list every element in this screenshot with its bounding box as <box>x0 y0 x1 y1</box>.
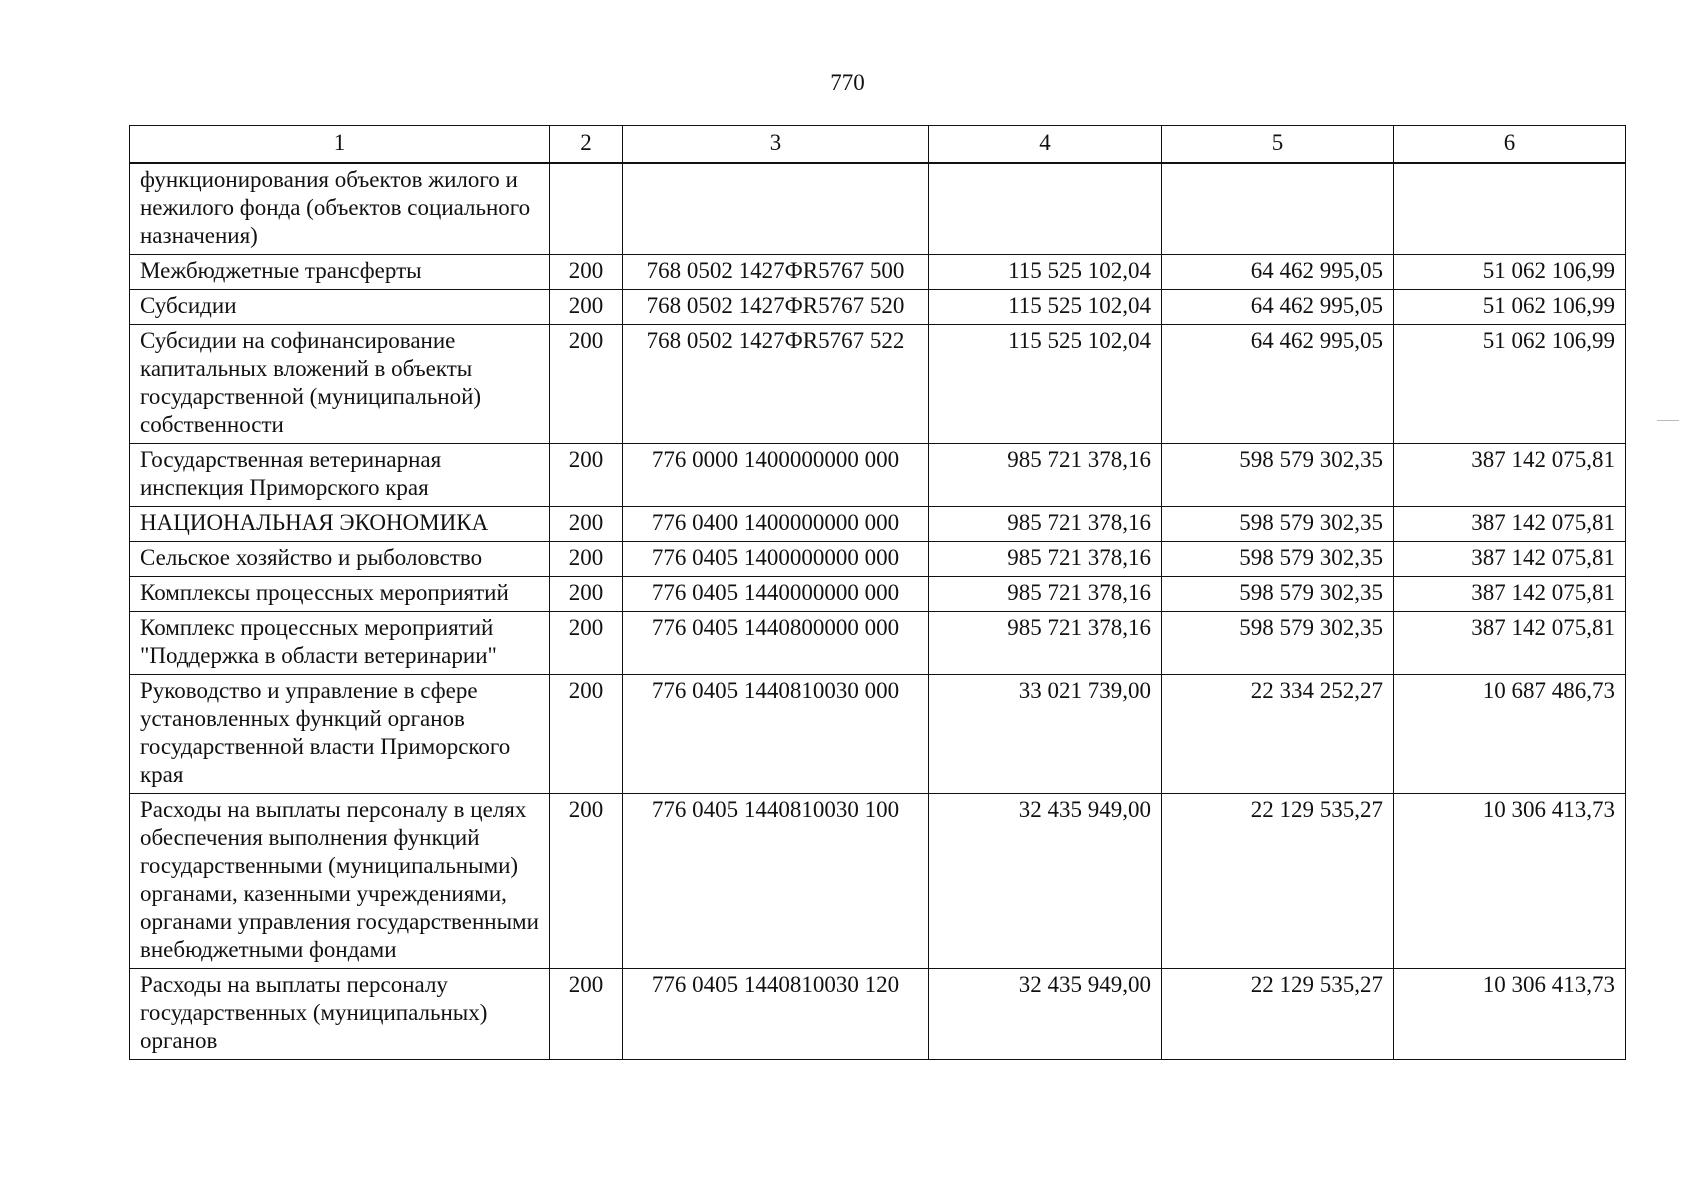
row-code: 200 <box>550 542 623 577</box>
row-value-5: 598 579 302,35 <box>1162 444 1394 507</box>
header-row <box>130 126 1626 164</box>
table-row <box>130 969 1626 1060</box>
row-name: НАЦИОНАЛЬНАЯ ЭКОНОМИКА <box>130 507 550 542</box>
column-header-2: 2 <box>550 126 623 164</box>
row-code: 200 <box>550 507 623 542</box>
table-row <box>130 675 1626 794</box>
table-row <box>130 612 1626 675</box>
column-header-6: 6 <box>1394 126 1626 164</box>
table-row <box>130 542 1626 577</box>
table-row <box>130 163 1626 255</box>
row-value-5: 22 334 252,27 <box>1162 675 1394 794</box>
row-value-5: 598 579 302,35 <box>1162 612 1394 675</box>
row-value-6: 387 142 075,81 <box>1394 507 1626 542</box>
row-value-6: 10 687 486,73 <box>1394 675 1626 794</box>
table-row <box>130 577 1626 612</box>
column-header-4: 4 <box>929 126 1162 164</box>
row-kbk: 768 0502 1427ФR5767 522 <box>623 325 929 444</box>
row-name: функционирования объектов жилого и нежилого фонда (объектов социального назначения) <box>130 163 550 255</box>
row-name: Расходы на выплаты персоналу государственных (муниципальных) органов <box>130 969 550 1060</box>
row-kbk: 776 0405 1440810030 000 <box>623 675 929 794</box>
row-code: 200 <box>550 675 623 794</box>
row-value-6: 10 306 413,73 <box>1394 969 1626 1060</box>
row-value-4: 32 435 949,00 <box>929 794 1162 969</box>
row-name: Комплекс процессных мероприятий "Поддержка в области ветеринарии" <box>130 612 550 675</box>
row-value-4: 985 721 378,16 <box>929 612 1162 675</box>
row-value-6: 51 062 106,99 <box>1394 290 1626 325</box>
row-value-6: 51 062 106,99 <box>1394 255 1626 290</box>
row-code: 200 <box>550 444 623 507</box>
page-number: 770 <box>830 70 865 95</box>
row-value-5: 64 462 995,05 <box>1162 290 1394 325</box>
row-value-4: 985 721 378,16 <box>929 577 1162 612</box>
row-value-5: 22 129 535,27 <box>1162 969 1394 1060</box>
column-header-1: 1 <box>130 126 550 164</box>
column-header-3: 3 <box>623 126 929 164</box>
table-row <box>130 325 1626 444</box>
row-value-5: 598 579 302,35 <box>1162 577 1394 612</box>
row-value-4: 985 721 378,16 <box>929 507 1162 542</box>
row-code: 200 <box>550 255 623 290</box>
row-kbk: 776 0405 1440810030 120 <box>623 969 929 1060</box>
row-value-6: 387 142 075,81 <box>1394 444 1626 507</box>
row-value-6: 387 142 075,81 <box>1394 612 1626 675</box>
row-value-5 <box>1162 163 1394 255</box>
row-value-5: 598 579 302,35 <box>1162 507 1394 542</box>
row-name: Руководство и управление в сфере установленных функций органов государственной власти Приморского края <box>130 675 550 794</box>
column-header-5: 5 <box>1162 126 1394 164</box>
row-value-6: 387 142 075,81 <box>1394 542 1626 577</box>
row-kbk: 776 0400 1400000000 000 <box>623 507 929 542</box>
row-kbk: 768 0502 1427ФR5767 520 <box>623 290 929 325</box>
row-name: Субсидии <box>130 290 550 325</box>
row-value-5: 64 462 995,05 <box>1162 325 1394 444</box>
row-kbk: 776 0405 1400000000 000 <box>623 542 929 577</box>
row-value-5: 22 129 535,27 <box>1162 794 1394 969</box>
row-value-4: 985 721 378,16 <box>929 542 1162 577</box>
row-value-4: 115 525 102,04 <box>929 290 1162 325</box>
row-value-4: 33 021 739,00 <box>929 675 1162 794</box>
table-row <box>130 444 1626 507</box>
row-value-6: 51 062 106,99 <box>1394 325 1626 444</box>
row-kbk: 768 0502 1427ФR5767 500 <box>623 255 929 290</box>
row-kbk: 776 0405 1440800000 000 <box>623 612 929 675</box>
row-name: Комплексы процессных мероприятий <box>130 577 550 612</box>
row-value-4: 985 721 378,16 <box>929 444 1162 507</box>
row-code: 200 <box>550 577 623 612</box>
row-value-4 <box>929 163 1162 255</box>
row-code: 200 <box>550 290 623 325</box>
row-code: 200 <box>550 612 623 675</box>
row-code <box>550 163 623 255</box>
row-kbk <box>623 163 929 255</box>
row-name: Субсидии на софинансирование капитальных вложений в объекты государственной (муниципальной) собственности <box>130 325 550 444</box>
row-value-4: 32 435 949,00 <box>929 969 1162 1060</box>
table-row <box>130 255 1626 290</box>
row-name: Государственная ветеринарная инспекция Приморского края <box>130 444 550 507</box>
row-value-4: 115 525 102,04 <box>929 255 1162 290</box>
scan-artifact <box>1657 420 1679 421</box>
row-name: Расходы на выплаты персоналу в целях обеспечения выполнения функций государственными (муниципальными) органами, казенными учреждениями, органами управления государственными внебюджетными фондами <box>130 794 550 969</box>
row-value-5: 598 579 302,35 <box>1162 542 1394 577</box>
row-kbk: 776 0000 1400000000 000 <box>623 444 929 507</box>
table-row <box>130 290 1626 325</box>
row-value-6: 10 306 413,73 <box>1394 794 1626 969</box>
row-value-5: 64 462 995,05 <box>1162 255 1394 290</box>
row-value-4: 115 525 102,04 <box>929 325 1162 444</box>
row-kbk: 776 0405 1440810030 100 <box>623 794 929 969</box>
budget-table <box>129 125 1626 1060</box>
row-code: 200 <box>550 969 623 1060</box>
row-name: Межбюджетные трансферты <box>130 255 550 290</box>
table-row <box>130 507 1626 542</box>
row-name: Сельское хозяйство и рыболовство <box>130 542 550 577</box>
row-code: 200 <box>550 325 623 444</box>
row-value-6: 387 142 075,81 <box>1394 577 1626 612</box>
row-code: 200 <box>550 794 623 969</box>
row-value-6 <box>1394 163 1626 255</box>
row-kbk: 776 0405 1440000000 000 <box>623 577 929 612</box>
table-row <box>130 794 1626 969</box>
